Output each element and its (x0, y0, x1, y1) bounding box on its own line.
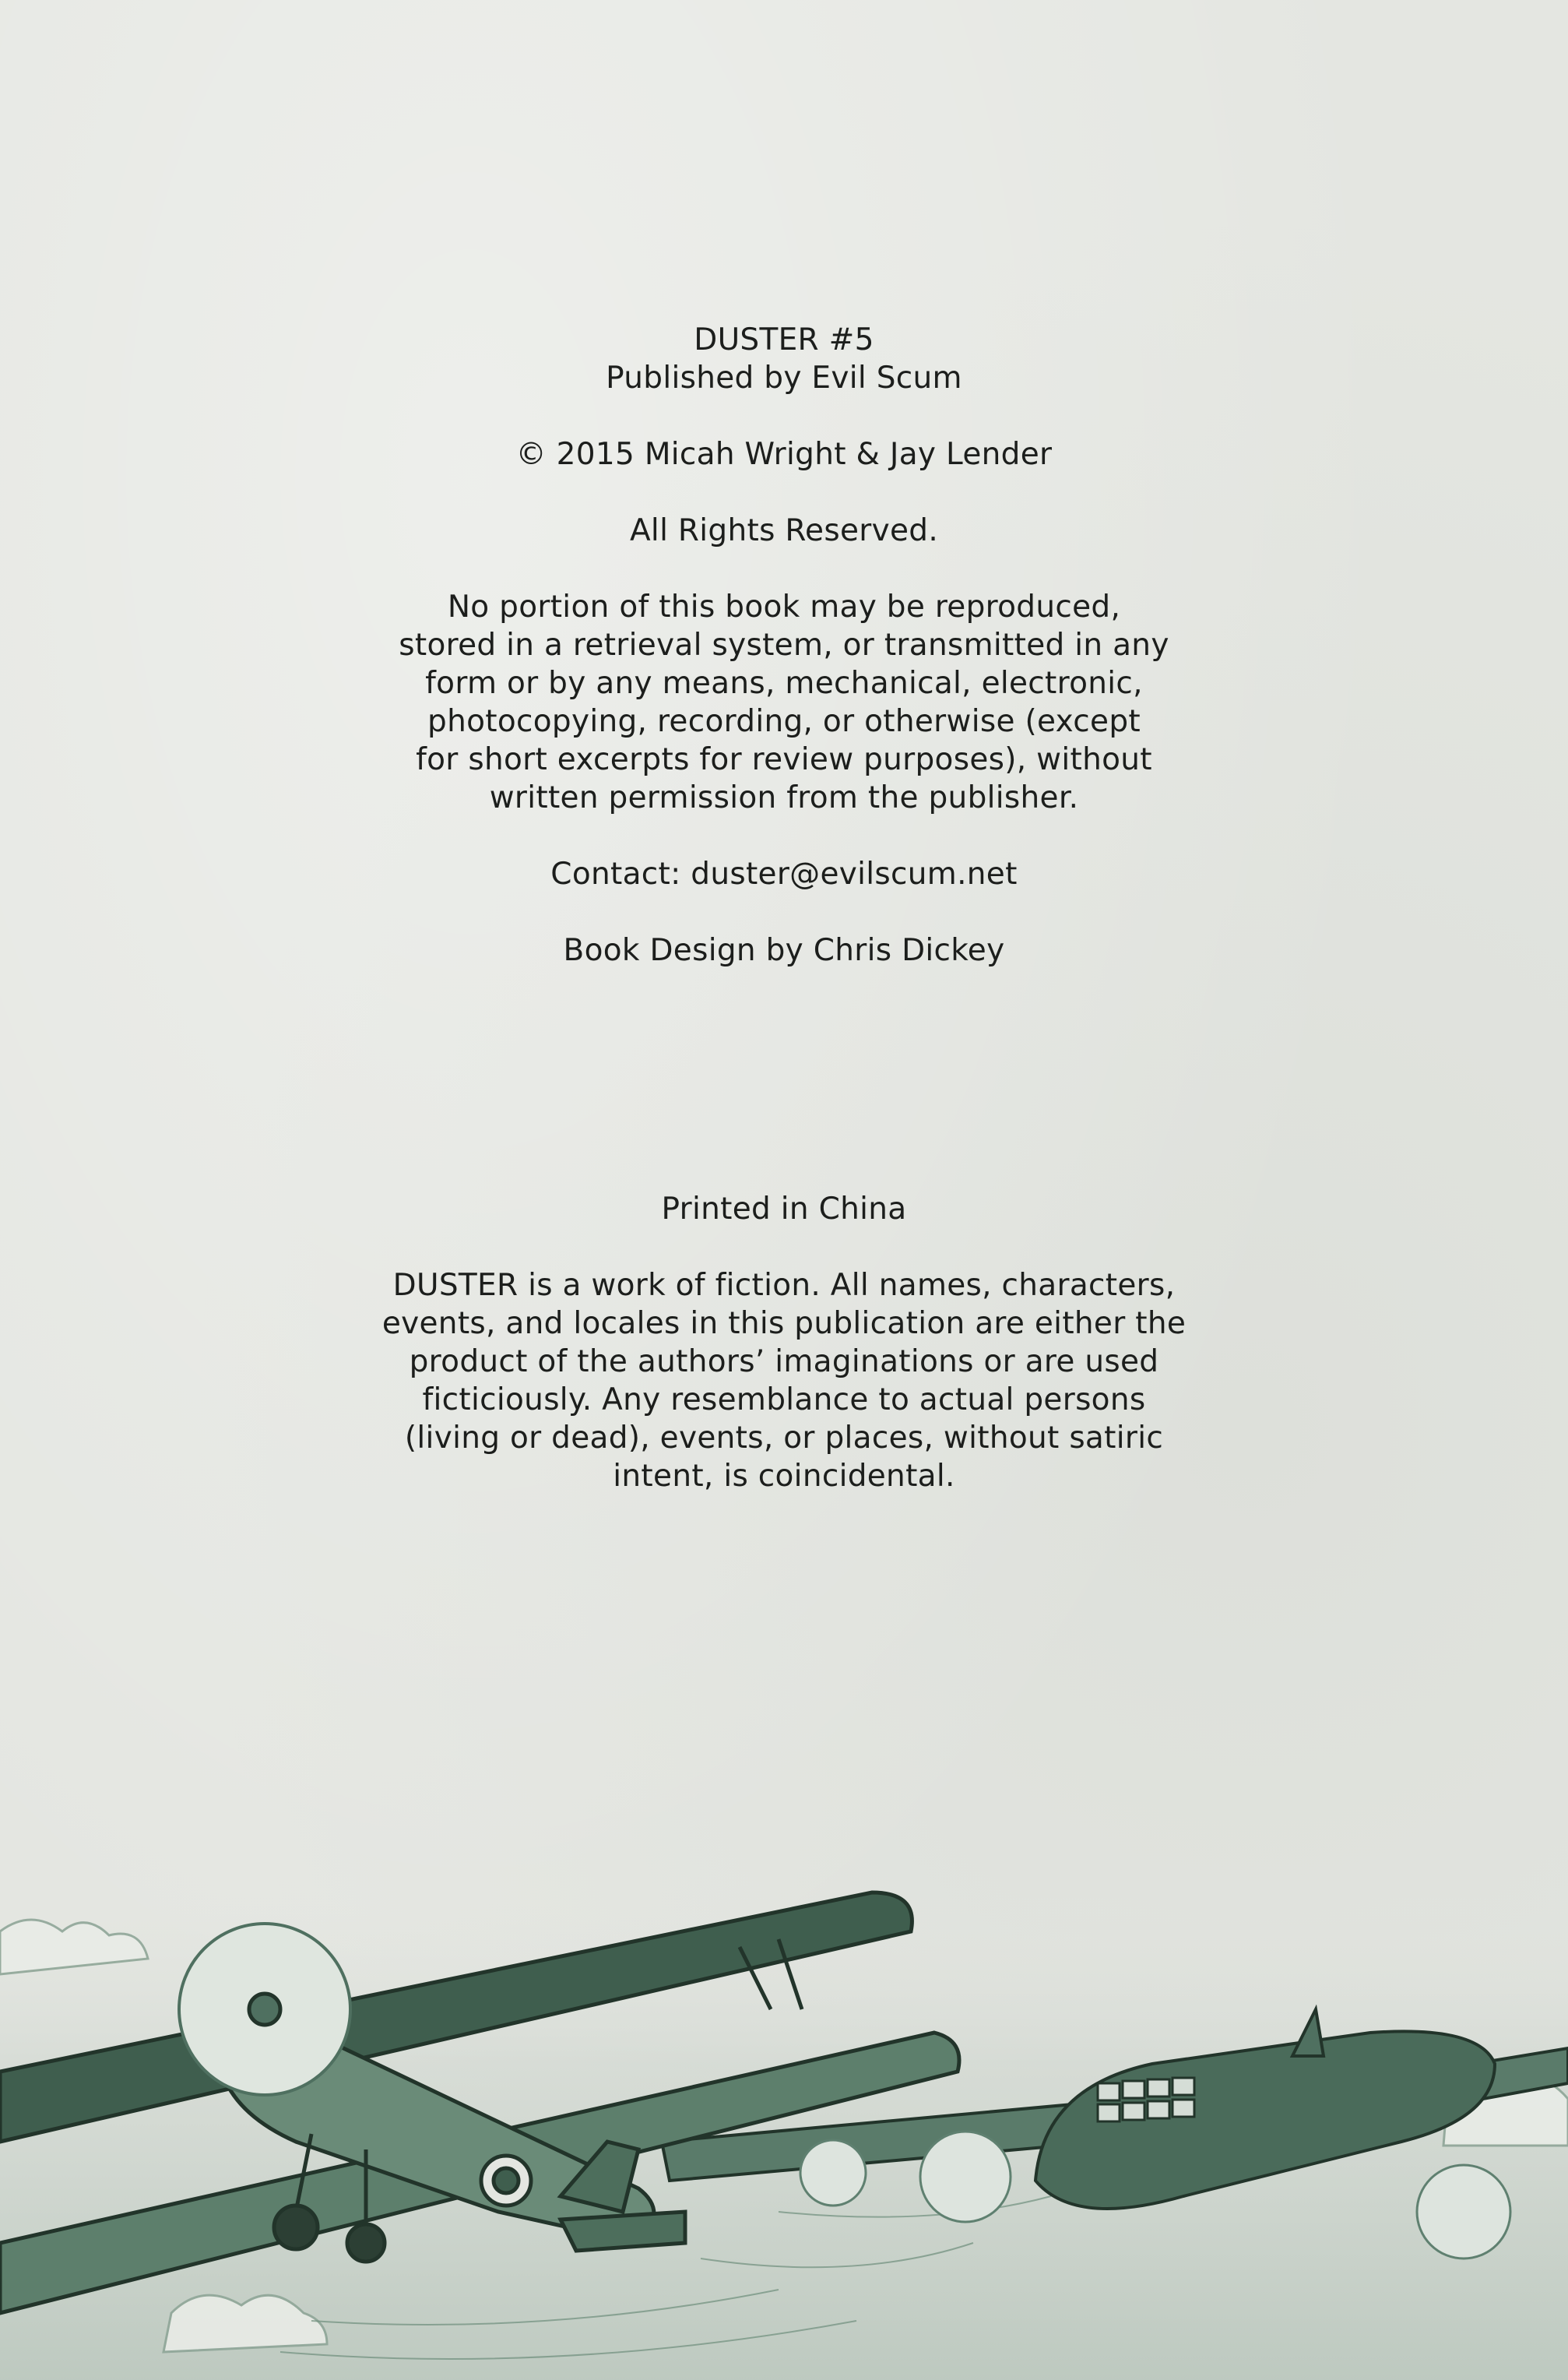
disclaimer-line: (living or dead), events, or places, without satiric (404, 1421, 1164, 1456)
rights-line: All Rights Reserved. (629, 513, 939, 548)
airplanes-illustration (0, 1776, 1568, 2380)
notice-line: for short excerpts for review purposes), without (416, 742, 1152, 777)
notice-line: stored in a retrieval system, or transmitted in any (399, 628, 1169, 663)
notice-line: written permission from the publisher. (489, 780, 1079, 815)
notice-line: form or by any means, mechanical, electronic, (425, 666, 1143, 701)
disclaimer-line: ficticiously. Any resemblance to actual persons (422, 1382, 1146, 1417)
notice-line: No portion of this book may be reproduced, (447, 590, 1121, 625)
disclaimer-line: events, and locales in this publication are either the (381, 1306, 1187, 1341)
printing-block (0, 1190, 1568, 1495)
book-title: DUSTER #5 (694, 322, 874, 357)
publisher-line: Published by Evil Scum (606, 361, 962, 396)
disclaimer-line: intent, is coincidental. (613, 1459, 955, 1494)
printed-in-line: Printed in China (661, 1192, 907, 1227)
copyright-line: © 2015 Micah Wright & Jay Lender (515, 437, 1053, 472)
notice-line: photocopying, recording, or otherwise (except (427, 704, 1141, 739)
disclaimer-line: product of the authors’ imaginations or are used (409, 1344, 1159, 1379)
design-credit: Book Design by Chris Dickey (563, 933, 1005, 968)
colophon-block (0, 321, 1568, 970)
contact-line: Contact: duster@evilscum.net (550, 857, 1018, 892)
disclaimer-line: DUSTER is a work of fiction. All names, characters, (392, 1268, 1176, 1303)
